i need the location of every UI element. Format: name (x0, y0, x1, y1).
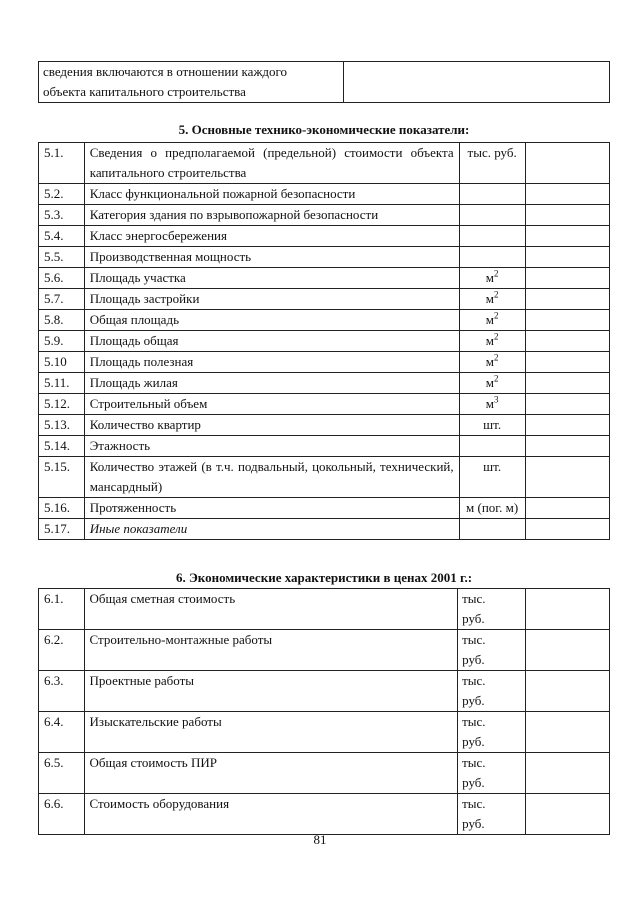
row-description: Категория здания по взрывопожарной безопасности (84, 205, 459, 226)
row-number: 5.6. (39, 268, 85, 289)
row-unit-text: шт. (483, 459, 502, 474)
row-unit (459, 289, 525, 310)
top-table-text-cell (39, 62, 344, 103)
row-number: 6.4. (39, 712, 85, 753)
row-value (525, 184, 609, 205)
row-number: 5.5. (39, 247, 85, 268)
section-5-title: 5. Основные технико-экономические показатели: (178, 122, 470, 137)
row-number: 5.14. (39, 436, 85, 457)
row-unit-unit-line1: тыс. (462, 714, 486, 729)
table-row (39, 630, 610, 671)
row-description: Строительно-монтажные работы (84, 630, 458, 671)
row-number: 5.13. (39, 415, 85, 436)
table-row (39, 794, 610, 835)
row-unit-exponent: 2 (494, 268, 499, 279)
table-row (39, 289, 610, 310)
row-unit-exponent: 2 (494, 331, 499, 342)
row-unit-text: м (485, 375, 494, 390)
row-unit-text: м (485, 333, 494, 348)
row-number: 5.15. (39, 457, 85, 498)
row-number: 5.16. (39, 498, 85, 519)
row-value (525, 143, 609, 184)
row-number: 5.3. (39, 205, 85, 226)
row-value (525, 331, 609, 352)
row-unit (458, 671, 526, 712)
row-value (525, 712, 609, 753)
row-description: Площадь полезная (84, 352, 459, 373)
section-6-title: 6. Экономические характеристики в ценах 2001 г.: (175, 570, 473, 585)
row-unit-unit-line2: руб. (462, 816, 485, 831)
row-unit-unit-line1: тыс. (462, 591, 486, 606)
row-unit-exponent: 2 (494, 289, 499, 300)
table-row (39, 226, 610, 247)
row-number: 6.2. (39, 630, 85, 671)
row-value (525, 794, 609, 835)
row-unit-exponent: 3 (494, 394, 499, 405)
row-unit (459, 519, 525, 540)
row-value (525, 436, 609, 457)
row-description: Площадь застройки (84, 289, 459, 310)
row-unit (459, 184, 525, 205)
table-row (39, 62, 610, 103)
row-description: Площадь жилая (84, 373, 459, 394)
top-table (38, 61, 610, 103)
table-row (39, 373, 610, 394)
row-description: Протяженность (84, 498, 459, 519)
table-row (39, 205, 610, 226)
row-unit-exponent: 2 (494, 310, 499, 321)
row-description: Сведения о предполагаемой (предельной) стоимости объекта капитального строительства (84, 143, 459, 184)
table-row (39, 247, 610, 268)
section-6-table (38, 588, 610, 835)
row-number: 5.10 (39, 352, 85, 373)
row-value (525, 205, 609, 226)
table-row (39, 671, 610, 712)
row-number: 5.4. (39, 226, 85, 247)
row-unit (459, 373, 525, 394)
row-description: Стоимость оборудования (84, 794, 458, 835)
row-number: 6.5. (39, 753, 85, 794)
table-row (39, 352, 610, 373)
row-number: 6.1. (39, 589, 85, 630)
row-number: 6.3. (39, 671, 85, 712)
row-description: Площадь участка (84, 268, 459, 289)
row-number: 5.1. (39, 143, 85, 184)
row-unit-text: тыс. руб. (467, 145, 517, 160)
row-value (525, 268, 609, 289)
row-unit (459, 352, 525, 373)
row-description: Общая стоимость ПИР (84, 753, 458, 794)
row-unit-text: м (485, 396, 494, 411)
row-description: Площадь общая (84, 331, 459, 352)
row-value (525, 671, 609, 712)
row-unit (458, 630, 526, 671)
row-unit-text: м (485, 270, 494, 285)
row-number: 5.12. (39, 394, 85, 415)
row-unit (458, 794, 526, 835)
row-number: 5.11. (39, 373, 85, 394)
row-unit (459, 436, 525, 457)
row-description: Общая сметная стоимость (84, 589, 458, 630)
row-description: Количество квартир (84, 415, 459, 436)
row-number: 5.2. (39, 184, 85, 205)
row-unit-exponent: 2 (494, 373, 499, 384)
row-unit (459, 331, 525, 352)
row-unit (459, 415, 525, 436)
row-unit (459, 268, 525, 289)
table-row (39, 519, 610, 540)
row-unit-text: м (485, 291, 494, 306)
row-value (525, 310, 609, 331)
row-unit-unit-line1: тыс. (462, 796, 486, 811)
row-unit-unit-line2: руб. (462, 693, 485, 708)
row-value (525, 589, 609, 630)
row-number: 5.17. (39, 519, 85, 540)
row-description: Производственная мощность (84, 247, 459, 268)
row-unit (459, 205, 525, 226)
row-description: Этажность (84, 436, 459, 457)
row-value (525, 630, 609, 671)
row-unit-exponent: 2 (494, 352, 499, 363)
page-number: 81 (313, 832, 327, 847)
row-description: Класс функциональной пожарной безопасности (84, 184, 459, 205)
table-row (39, 394, 610, 415)
row-unit-unit-line2: руб. (462, 734, 485, 749)
row-unit (459, 310, 525, 331)
row-unit (458, 753, 526, 794)
row-unit (458, 589, 526, 630)
table-row (39, 712, 610, 753)
row-value (525, 352, 609, 373)
row-unit-unit-line1: тыс. (462, 632, 486, 647)
top-table-text-line1: сведения включаются в отношении каждого (43, 64, 288, 79)
row-unit-unit-line2: руб. (462, 652, 485, 667)
section-5-table (38, 142, 610, 540)
row-unit-text: шт. (483, 417, 502, 432)
row-value (525, 457, 609, 498)
row-unit-unit-line1: тыс. (462, 673, 486, 688)
row-description: Проектные работы (84, 671, 458, 712)
row-value (525, 498, 609, 519)
row-unit (459, 457, 525, 498)
table-row (39, 310, 610, 331)
table-row (39, 143, 610, 184)
row-description: Общая площадь (84, 310, 459, 331)
row-unit-text: м (пог. м) (466, 500, 519, 515)
row-description: Изыскательские работы (84, 712, 458, 753)
table-row (39, 457, 610, 498)
row-value (525, 415, 609, 436)
row-description: Иные показатели (84, 519, 459, 540)
row-value (525, 226, 609, 247)
row-unit (459, 226, 525, 247)
row-unit-unit-line2: руб. (462, 611, 485, 626)
row-description: Класс энергосбережения (84, 226, 459, 247)
row-value (525, 373, 609, 394)
row-number: 5.9. (39, 331, 85, 352)
table-row (39, 753, 610, 794)
row-number: 6.6. (39, 794, 85, 835)
row-description: Количество этажей (в т.ч. подвальный, цокольный, технический, мансардный) (84, 457, 459, 498)
row-value (525, 289, 609, 310)
table-row (39, 184, 610, 205)
row-description: Строительный объем (84, 394, 459, 415)
row-number: 5.7. (39, 289, 85, 310)
row-number: 5.8. (39, 310, 85, 331)
row-unit (459, 143, 525, 184)
row-unit-unit-line2: руб. (462, 775, 485, 790)
table-row (39, 436, 610, 457)
row-value (525, 753, 609, 794)
row-unit (459, 247, 525, 268)
row-unit-text: м (485, 354, 494, 369)
table-row (39, 498, 610, 519)
row-value (525, 519, 609, 540)
row-value (525, 394, 609, 415)
row-unit-unit-line1: тыс. (462, 755, 486, 770)
top-table-value-cell (344, 62, 610, 103)
table-row (39, 589, 610, 630)
table-row (39, 268, 610, 289)
top-table-text-line2: объекта капитального строительства (43, 84, 246, 99)
row-unit (458, 712, 526, 753)
table-row (39, 415, 610, 436)
row-unit (459, 394, 525, 415)
row-unit (459, 498, 525, 519)
row-unit-text: м (485, 312, 494, 327)
row-value (525, 247, 609, 268)
table-row (39, 331, 610, 352)
